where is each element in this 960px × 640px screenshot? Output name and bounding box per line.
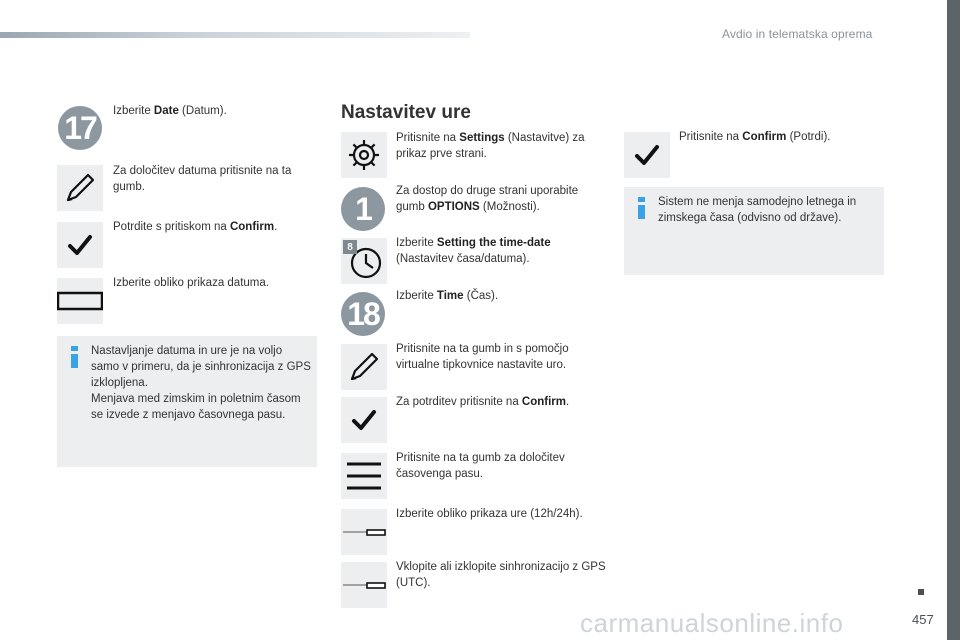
check-icon <box>634 144 660 166</box>
step-text-time: Izberite Time (Čas). <box>396 290 499 302</box>
menu-icon <box>345 459 383 493</box>
section-title: Nastavitev ure <box>341 102 471 123</box>
info-icon <box>638 197 645 219</box>
info-note-text: Nastavljanje datuma in ure je na voljo samo v primeru, da je sinhronizacija z GPS izklopljena. Menjava med zimskim in poletnim časom se izvede z menjavo časovnega pasu. <box>91 345 311 421</box>
step-badge-1: 1 <box>341 187 385 231</box>
toggle-icon <box>341 575 387 595</box>
toggle-icon <box>341 522 387 542</box>
gps-sync-toggle[interactable] <box>341 562 387 608</box>
step-text-set-time: Pritisnite na ta gumb in s pomočjo virtualne tipkovnice nastavite uro. <box>396 343 569 371</box>
gear-icon <box>347 138 381 172</box>
step-text-set-date: Za določitev datuma pritisnite na ta gumb. <box>113 165 292 193</box>
info-note-text: Sistem ne menja samodejno letnega in zimskega časa (odvisno od države). <box>658 196 857 224</box>
mini-badge: 8 <box>343 240 357 254</box>
page-number: 457 <box>912 612 934 627</box>
page-marker <box>918 589 924 595</box>
step-text-select-date: Izberite Date (Datum). <box>113 105 227 117</box>
pencil-icon <box>346 349 382 385</box>
pencil-icon <box>62 170 98 206</box>
step-text-confirm: Potrdite s pritiskom na Confirm. <box>113 221 278 233</box>
step-text-confirm-time: Za potrditev pritisnite na Confirm. <box>396 396 570 408</box>
step-text-confirm-final: Pritisnite na Confirm (Potrdi). <box>679 131 831 143</box>
header-title: Avdio in telematska oprema <box>722 27 873 41</box>
time-zone-button[interactable] <box>341 453 387 499</box>
time-format-toggle[interactable] <box>341 509 387 555</box>
pencil-button[interactable] <box>57 165 103 211</box>
step-badge-18: 18 <box>341 292 385 336</box>
info-note-right <box>624 187 884 275</box>
info-icon <box>71 346 78 368</box>
watermark: carmanualsonline.info <box>580 608 844 638</box>
step-badge-17: 17 <box>58 106 102 150</box>
check-icon <box>67 234 93 256</box>
date-format-button[interactable] <box>57 278 103 324</box>
step-text-time-format: Izberite obliko prikaza ure (12h/24h). <box>396 508 583 520</box>
step-text-settings: Pritisnite na Settings (Nastavitve) za prikaz prve strani. <box>396 132 585 160</box>
header-rule <box>0 32 470 38</box>
confirm-button[interactable] <box>624 132 670 178</box>
step-text-options: Za dostop do druge strani uporabite gumb OPTIONS (Možnosti). <box>396 185 579 213</box>
date-format-icon <box>57 286 103 316</box>
step-text-date-format: Izberite obliko prikaza datuma. <box>113 277 269 289</box>
info-note-left <box>57 336 317 467</box>
step-text-time-zone: Pritisnite na ta gumb za določitev časovenga pasu. <box>396 452 565 480</box>
step-text-time-date: Izberite Setting the time-date (Nastavitev časa/datuma). <box>396 237 551 265</box>
settings-button[interactable] <box>341 132 387 178</box>
page-edge-strip <box>947 0 960 640</box>
confirm-button[interactable] <box>57 222 103 268</box>
step-text-gps-sync: Vklopite ali izklopite sinhronizacijo z GPS (UTC). <box>396 561 606 589</box>
pencil-button[interactable] <box>341 344 387 390</box>
confirm-button[interactable] <box>341 397 387 443</box>
check-icon <box>351 409 377 431</box>
